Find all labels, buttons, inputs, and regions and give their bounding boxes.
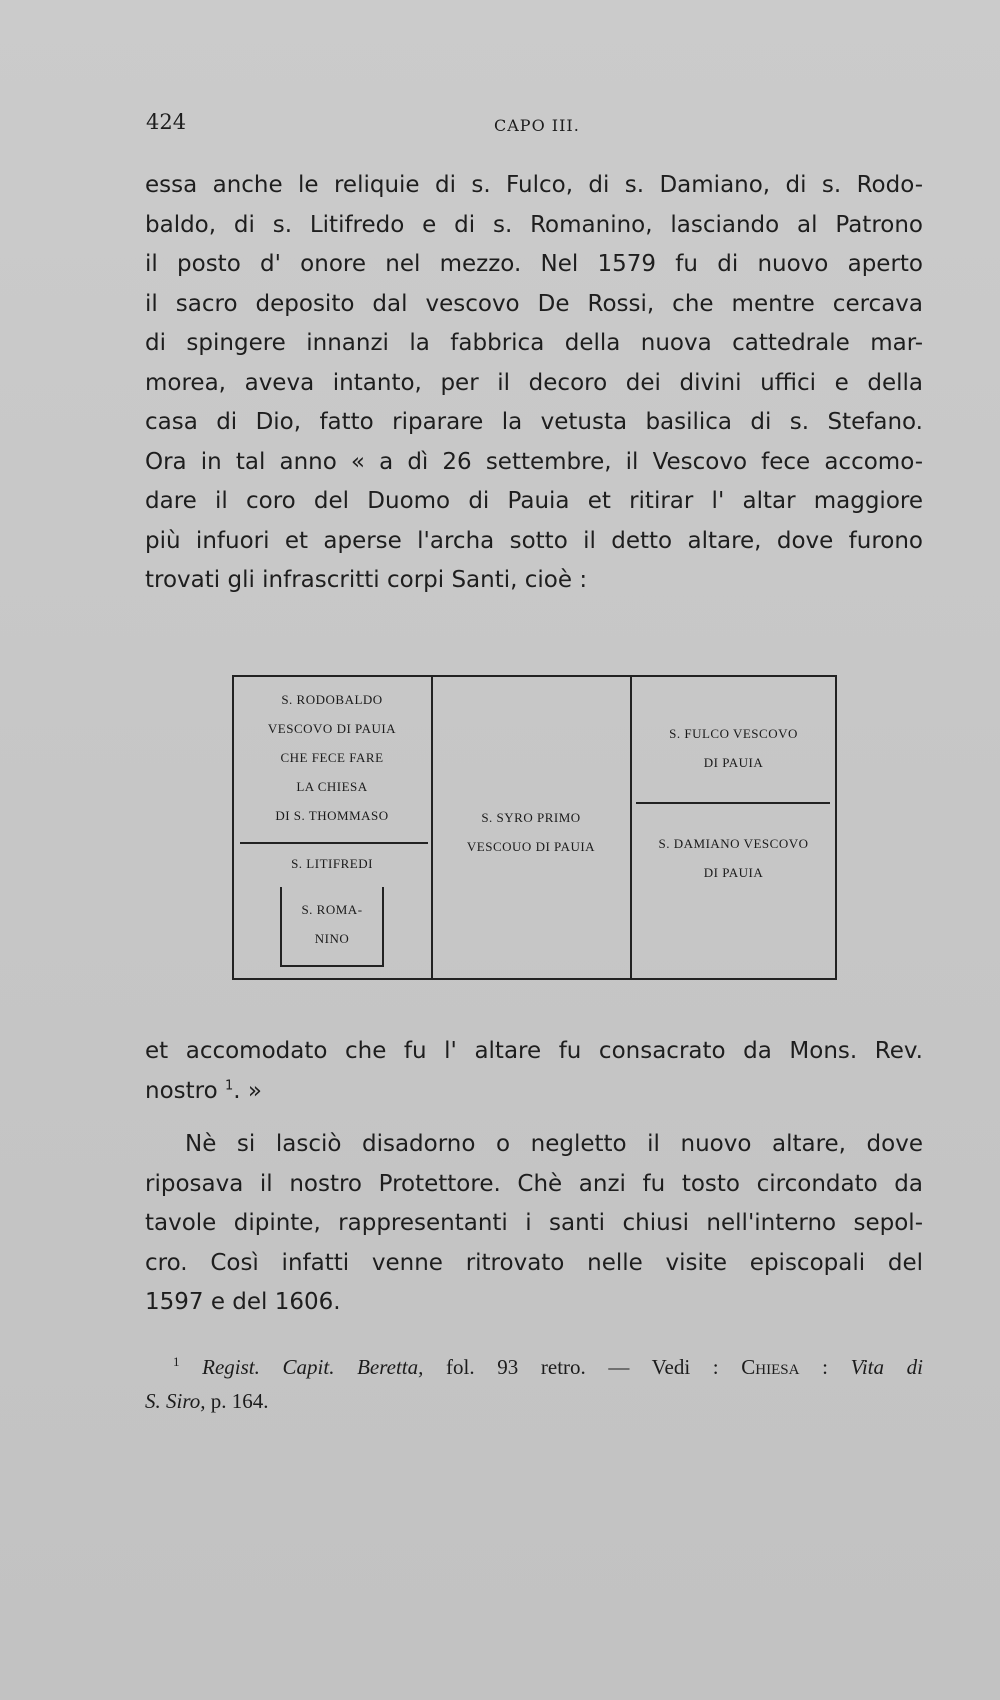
line-text: nostro (145, 1077, 218, 1104)
cell-rodobaldo (234, 685, 430, 830)
running-head: CAPO III. (494, 116, 580, 135)
table-bottom-rule (232, 978, 837, 980)
page-header (146, 110, 946, 150)
line-text: . » (233, 1077, 262, 1104)
cell-line: S. RODOBALDO (281, 692, 383, 707)
source-rest: fol. 93 retro. — Vedi : (446, 1355, 719, 1379)
cited-author: Chiesa (741, 1355, 800, 1379)
table-top-rule (232, 675, 837, 677)
cell-line: S. SYRO PRIMO (481, 810, 581, 825)
cell-line: CHE FECE FARE (280, 750, 384, 765)
page-reference: p. 164. (210, 1389, 269, 1413)
text-line: et accomodato che fu l' altare fu consacrato da Mons. Rev. (145, 1038, 923, 1064)
text-line: più infuori et aperse l'archa sotto il detto altare, dove furono (145, 527, 923, 554)
table-right-rule (835, 675, 837, 980)
cell-line: S. LITIFREDI (291, 856, 373, 871)
text-line: Ora in tal anno « a dì 26 settembre, il Vescovo fece accomo- (145, 448, 923, 475)
text-line: dare il coro del Duomo di Pauia et ritirar l' altar maggiore (145, 488, 923, 514)
cell-syro (432, 803, 630, 861)
work-title: S. Siro, (145, 1389, 206, 1413)
text-line: Nè si lasciò disadorno o negletto il nuovo altare, dove (185, 1131, 923, 1157)
text-line: 1597 e del 1606. (145, 1289, 341, 1315)
text-line: trovati gli infrascritti corpi Santi, cioè : (145, 567, 588, 593)
text-line (145, 1072, 923, 1112)
cell-line: DI PAUIA (703, 755, 764, 770)
text-line: cro. Così infatti venne ritrovato nelle visite episcopali del (145, 1249, 923, 1276)
cell-line: DI S. THOMMASO (275, 808, 389, 823)
text-line: tavole dipinte, rappresentanti i santi chiusi nell'interno sepol- (145, 1210, 923, 1236)
cell-line: NINO (314, 931, 350, 946)
paragraph-3 (145, 1125, 923, 1323)
source-title: Regist. Capit. Beretta, (202, 1355, 424, 1379)
footnote-reference: 1 (225, 1077, 234, 1093)
footnote-line (145, 1384, 923, 1418)
colon: : (822, 1355, 828, 1379)
page-number: 424 (146, 110, 187, 134)
work-title: Vita di (850, 1355, 923, 1379)
paragraph-2 (145, 1032, 923, 1111)
cell-line: S. DAMIANO VESCOVO (658, 836, 809, 851)
cell-romanino (282, 895, 382, 953)
cell-line: LA CHIESA (296, 779, 368, 794)
cell-line: S. ROMA- (301, 902, 363, 917)
romanino-box-bottom (280, 965, 384, 967)
text-line: essa anche le reliquie di s. Fulco, di s. Damiano, di s. Rodo- (145, 172, 923, 198)
cell-divider (240, 842, 428, 844)
footnote (145, 1350, 923, 1418)
cell-line: VESCOUO DI PAUIA (466, 839, 596, 854)
text-line: il sacro deposito dal vescovo De Rossi, che mentre cercava (145, 290, 923, 317)
text-line: baldo, di s. Litifredo e di s. Romanino, lasciando al Patrono (145, 211, 923, 238)
romanino-box-right (382, 887, 384, 967)
footnote-marker: 1 (173, 1354, 180, 1369)
text-line: il posto d' onore nel mezzo. Nel 1579 fu di nuovo aperto (145, 251, 923, 277)
cell-line: VESCOVO DI PAUIA (267, 721, 397, 736)
relic-arrangement-table (232, 675, 837, 980)
footnote-line (145, 1350, 923, 1384)
cell-line: S. FULCO VESCOVO (669, 726, 798, 741)
paragraph-1 (145, 166, 923, 601)
cell-damiano (632, 829, 835, 887)
cell-line: DI PAUIA (703, 865, 764, 880)
text-line: di spingere innanzi la fabbrica della nuova cattedrale mar- (145, 330, 923, 356)
cell-divider (636, 802, 830, 804)
cell-fulco (632, 719, 835, 777)
cell-litifredi (234, 849, 430, 878)
text-line: morea, aveva intanto, per il decoro dei divini uffici e della (145, 369, 923, 396)
text-line: casa di Dio, fatto riparare la vetusta basilica di s. Stefano. (145, 409, 923, 435)
text-line: riposava il nostro Protettore. Chè anzi fu tosto circondato da (145, 1170, 923, 1197)
